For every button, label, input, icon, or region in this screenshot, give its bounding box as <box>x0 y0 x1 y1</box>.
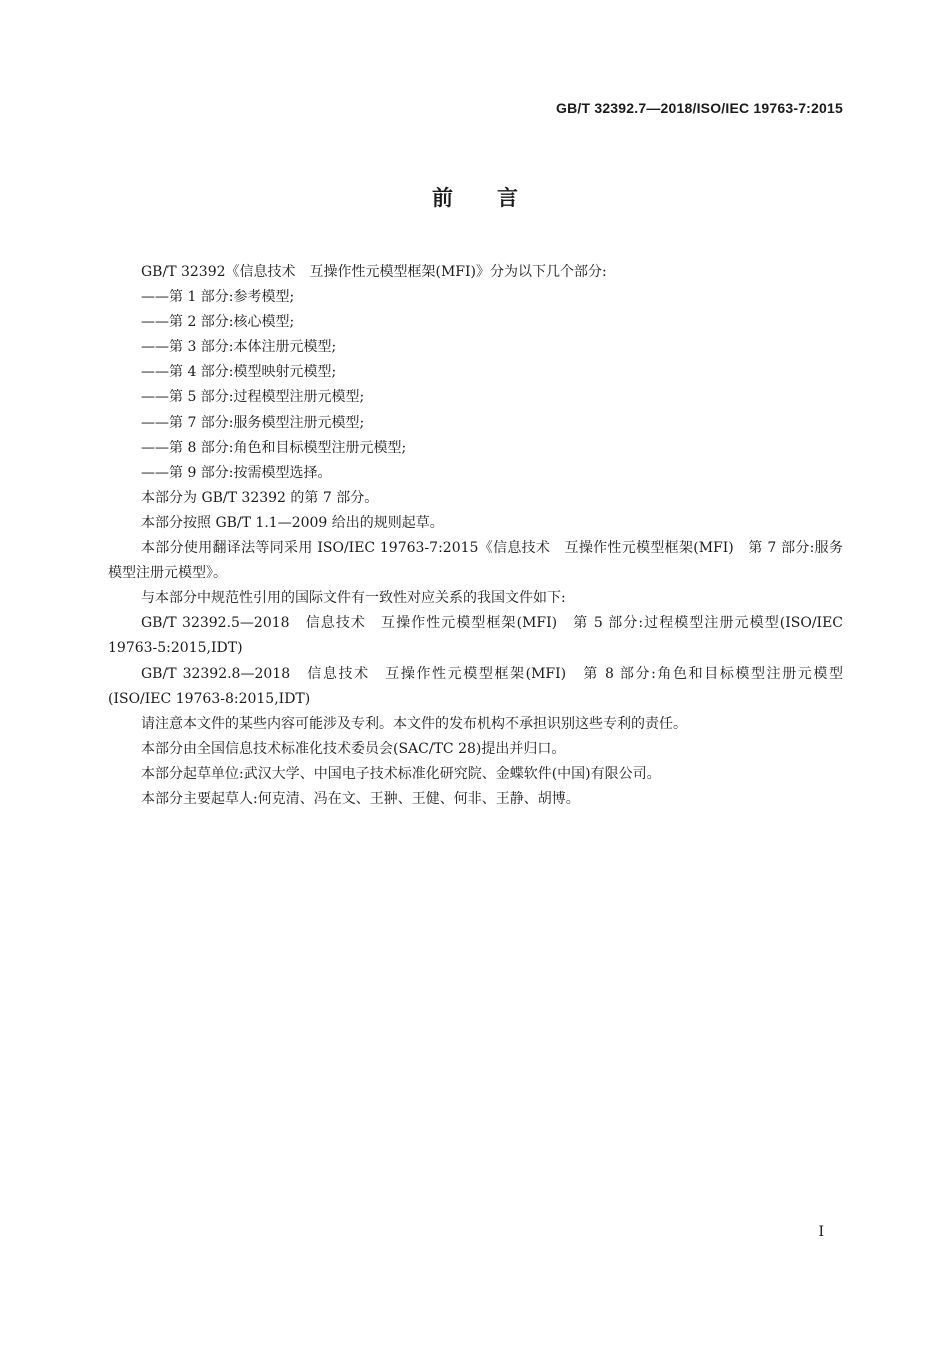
paragraph-drafting-units: 本部分起草单位:武汉大学、中国电子技术标准化研究院、金蝶软件(中国)有限公司。 <box>141 765 661 782</box>
list-item-part-1: ——第 1 部分:参考模型; <box>141 289 295 306</box>
paragraph-correspondence: 与本部分中规范性引用的国际文件有一致性对应关系的我国文件如下: <box>141 590 566 607</box>
list-item-part-9: ——第 9 部分:按需模型选择。 <box>141 464 332 481</box>
list-item-part-2: ——第 2 部分:核心模型; <box>141 314 295 331</box>
list-item-part-7: ——第 7 部分:服务模型注册元模型; <box>141 414 365 431</box>
list-item-part-3: ——第 3 部分:本体注册元模型; <box>141 339 337 356</box>
standard-code-header: GB/T 32392.7—2018/ISO/IEC 19763-7:2015 <box>556 100 843 116</box>
paragraph-proposer: 本部分由全国信息技术标准化技术委员会(SAC/TC 28)提出并归口。 <box>141 740 566 757</box>
foreword-body <box>108 260 843 812</box>
list-item-part-8: ——第 8 部分:角色和目标模型注册元模型; <box>141 439 407 456</box>
page-number: I <box>818 1224 824 1240</box>
paragraph-adoption: 本部分使用翻译法等同采用 ISO/IEC 19763-7:2015《信息技术 互操作性元模型框架(MFI) 第 7 部分:服务模型注册元模型》。 <box>108 540 843 582</box>
paragraph-intro: GB/T 32392《信息技术 互操作性元模型框架(MFI)》分为以下几个部分: <box>141 264 607 280</box>
paragraph-drafting-rules: 本部分按照 GB/T 1.1—2009 给出的规则起草。 <box>141 514 444 531</box>
paragraph-part-statement: 本部分为 GB/T 32392 的第 7 部分。 <box>141 489 379 506</box>
paragraph-patent-notice: 请注意本文件的某些内容可能涉及专利。本文件的发布机构不承担识别这些专利的责任。 <box>141 715 687 732</box>
list-item-part-4: ——第 4 部分:模型映射元模型; <box>141 364 337 381</box>
paragraph-reference-5: GB/T 32392.5—2018 信息技术 互操作性元模型框架(MFI) 第 5 部分:过程模型注册元模型(ISO/IEC 19763-5:2015,IDT) <box>108 615 843 657</box>
page-title: 前言 <box>432 186 562 210</box>
paragraph-reference-8: GB/T 32392.8—2018 信息技术 互操作性元模型框架(MFI) 第 8 部分:角色和目标模型注册元模型(ISO/IEC 19763-8:2015,IDT) <box>108 665 843 707</box>
list-item-part-5: ——第 5 部分:过程模型注册元模型; <box>141 389 365 406</box>
paragraph-drafters: 本部分主要起草人:何克清、冯在文、王翀、王健、何非、王静、胡博。 <box>141 790 580 807</box>
